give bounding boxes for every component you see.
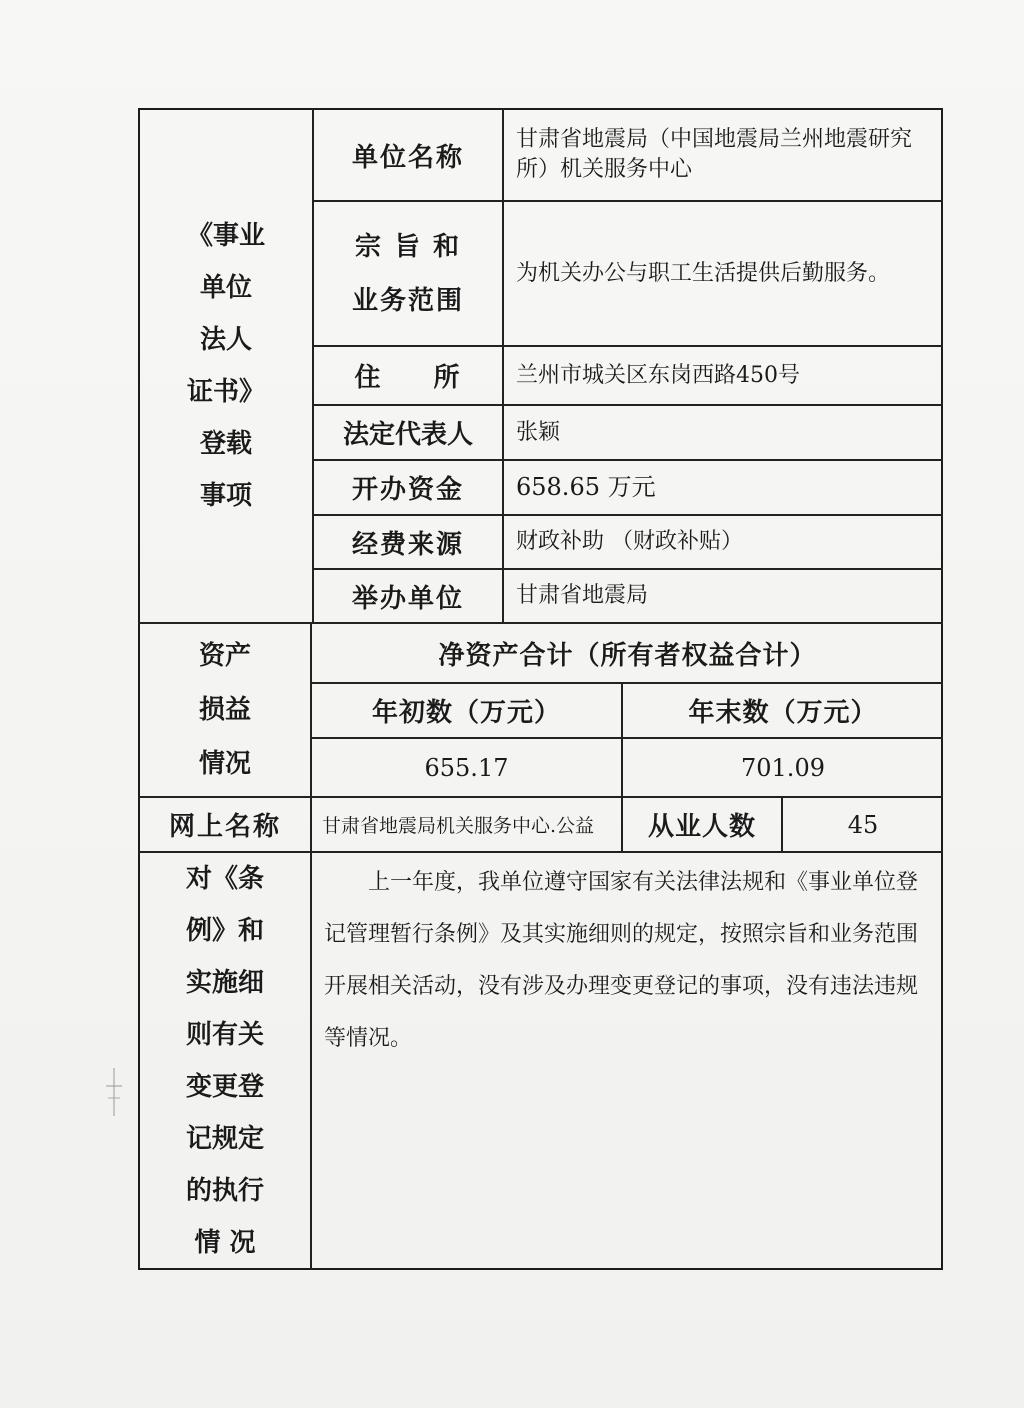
legal-rep-label-cell — [314, 406, 502, 459]
section2-title — [140, 624, 310, 796]
year-end-header-cell — [623, 684, 943, 737]
year-start-header-cell — [312, 684, 621, 737]
section4-title-line: 的执行 — [185, 1175, 264, 1206]
legal-rep-value: 张颖 — [516, 419, 561, 445]
section4-title-line: 实施细 — [185, 967, 264, 998]
section4-title-line: 变更登 — [185, 1071, 264, 1102]
online-name-label: 网上名称 — [168, 812, 281, 842]
year-start-value: 655.17 — [424, 753, 509, 782]
section2-title-line: 资产 — [198, 641, 251, 671]
year-end-value: 701.09 — [741, 753, 825, 782]
section2-title-line: 损益 — [198, 695, 251, 725]
online-name-label-cell — [140, 798, 310, 851]
year-end-header: 年末数（万元） — [688, 698, 878, 728]
section4-title-line: 例》和 — [185, 915, 264, 946]
section4-title-line: 则有关 — [185, 1019, 264, 1050]
compliance-statement: 上一年度，我单位遵守国家有关法律法规和《事业单位登记管理暂行条例》及其实施细则的规定，按照宗旨和业务范围开展相关活动，没有涉及办理变更登记的事项，没有违法违规等情况。 — [324, 870, 919, 1051]
section1-title — [140, 110, 312, 622]
section2-title-line: 情况 — [198, 749, 251, 779]
unit-name-label: 单位名称 — [351, 142, 464, 173]
section4-title — [140, 853, 310, 1268]
purpose-label-line2: 业务范围 — [351, 285, 464, 316]
section1-title-line: 单位 — [199, 273, 252, 303]
unit-name-value: 甘肃省地震局（中国地震局兰州地震研究所）机关服务中心 — [516, 127, 913, 182]
year-start-header: 年初数（万元） — [371, 698, 561, 728]
net-assets-header-cell — [312, 624, 943, 682]
purpose-label-cell — [314, 202, 502, 345]
section1-title-line: 法人 — [199, 325, 252, 355]
staff-count-label: 从业人数 — [647, 812, 756, 842]
sponsor-value: 甘肃省地震局 — [516, 583, 649, 609]
section1-title-line: 登载 — [199, 429, 252, 459]
crop-mark-icon — [104, 1068, 124, 1116]
funding-source-label: 经费来源 — [351, 529, 464, 560]
sponsor-label-cell — [314, 570, 502, 622]
staff-count-value: 45 — [847, 810, 879, 839]
section1-title-line: 事项 — [199, 481, 252, 511]
funds-value: 658.65 万元 — [516, 473, 656, 502]
address-label-cell — [314, 347, 502, 404]
section4-title-line: 记规定 — [185, 1123, 264, 1154]
funds-label: 开办资金 — [351, 475, 464, 505]
funds-label-cell — [314, 461, 502, 514]
net-assets-header: 净资产合计（所有者权益合计） — [438, 640, 817, 671]
section4-title-line: 情 况 — [194, 1227, 256, 1258]
legal-rep-label: 法定代表人 — [342, 420, 473, 450]
staff-count-label-cell — [623, 798, 781, 851]
funding-source-value: 财政补助 （财政补贴） — [516, 529, 743, 555]
address-value: 兰州市城关区东岗西路450号 — [516, 362, 800, 388]
purpose-value: 为机关办公与职工生活提供后勤服务。 — [516, 260, 891, 286]
online-name-value: 甘肃省地震局机关服务中心.公益 — [322, 815, 595, 837]
purpose-label-line1: 宗 旨 和 — [354, 231, 462, 262]
section1-title-line: 证书》 — [186, 377, 265, 407]
section1-title-line: 《事业 — [186, 221, 265, 251]
sponsor-label: 举办单位 — [351, 583, 464, 614]
funding-source-label-cell — [314, 516, 502, 568]
unit-name-label-cell — [314, 110, 502, 200]
address-label: 住 所 — [354, 363, 462, 393]
section4-title-line: 对《条 — [185, 863, 264, 894]
